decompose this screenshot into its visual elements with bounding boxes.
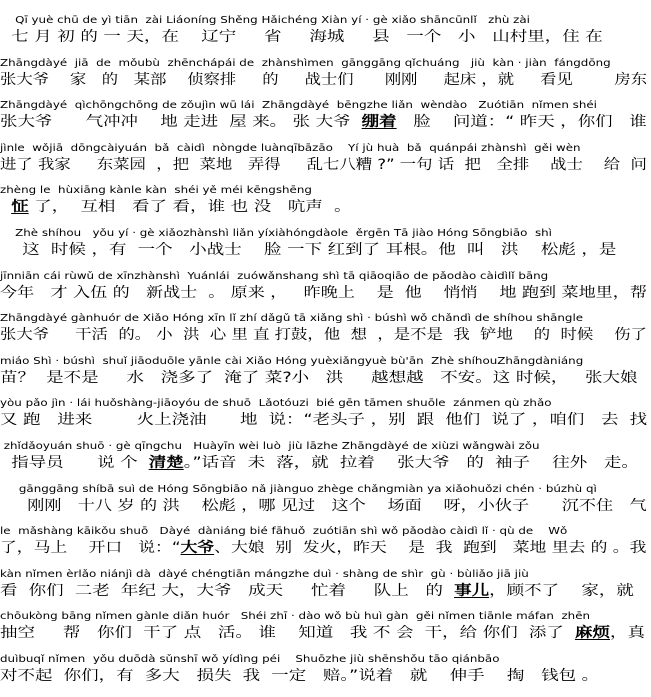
hanzi-line — [0, 582, 634, 600]
pinyin-line: Zhè shíhou yǒu yí · gè xiǎozhànshì liǎn yíxiàhóngdàole ěrgēn Tā jiào Hóng Sōngbiāo shì — [0, 228, 552, 239]
emphasized-word: 麻烦 — [574, 625, 610, 642]
hanzi-segment: 了，马上 开口 说：“ — [0, 540, 181, 557]
emphasized-word: 大爷 — [180, 540, 215, 557]
hanzi-line — [0, 198, 352, 216]
text-line-11 — [0, 441, 651, 484]
pinyin-line: le mǎshàng kāikǒu shuō Dàyé dàniáng bié fāhuǒ zuótiān shì wǒ pǎodào càidì lǐ · qù de Wǒ — [0, 526, 568, 538]
hanzi-segment: 苗？ 是不是 水 浇多了 淹了 菜?小 洪 越想越 不安。这 时候， 张大娘 — [0, 369, 638, 386]
hanzi-line — [0, 241, 616, 259]
pinyin-line: gānggāng shíbā suì de Hóng Sōngbiāo nǎ jiànguo zhège chǎngmiàn ya xiǎohuǒzi chén · búzhù qì — [0, 483, 597, 495]
hanzi-line — [0, 28, 603, 46]
text-line-2 — [0, 58, 651, 101]
hanzi-segment: 张大爷 干活 的。 小 洪 心 里 直 打鼓，他 想 ，是不是 我 铲地 的 时候 伤了 — [0, 327, 647, 344]
text-line-4 — [0, 143, 651, 186]
pinyin-line: duìbuqǐ nǐmen yǒu duōdà sǔnshī wǒ yídìng péi Shuōzhe jiù shēnshǒu tāo qiánbāo — [0, 654, 500, 665]
pinyin-line: zhǐdǎoyuán shuō · gè qīngchu Huàyīn wèi luò jiù lāzhe Zhāngdàyé de xiùzi wǎngwài zǒu — [0, 441, 540, 452]
text-line-5 — [0, 185, 651, 228]
hanzi-line — [0, 326, 647, 344]
hanzi-line — [0, 624, 645, 642]
text-line-6 — [0, 228, 651, 271]
hanzi-segment: 、大娘 别 发火，昨天 是 我 跑到 菜地 里去 的 。我 — [214, 540, 647, 557]
pinyin-line: kàn nǐmen èrlǎo niánjì dà dàyé chéngtiān mángzhe duì · shàng de shìr gù · bùliǎo jiā jiù — [0, 568, 529, 580]
hanzi-line — [0, 411, 647, 429]
hanzi-segment: ，真 — [609, 625, 645, 642]
hanzi-segment: ，顾不了 家，就 — [489, 582, 634, 599]
hanzi-segment: 脸 问道：“ 昨天 ，你们 谁 — [396, 114, 647, 131]
pinyin-line: jīnniān cái rùwǔ de xīnzhànshì Yuánlái zuówǎnshang shì tā qiāoqiāo de pǎodào càidìlǐ bāng — [0, 270, 549, 282]
hanzi-segment: 了， 互相 看了 看，谁 也 没 吭声 。 — [28, 199, 352, 216]
hanzi-segment: 对不起 你们，有 多大 损失 我 一定 赔。”说着 就 伸手 掏 钱包 。 — [0, 668, 600, 684]
hanzi-line — [0, 667, 599, 685]
text-line-7 — [0, 271, 651, 314]
hanzi-line — [0, 113, 647, 131]
text-line-3 — [0, 100, 651, 143]
pinyin-line: Zhāngdàyé gànhuór de Xiǎo Hóng xīn lǐ zhí dǎgǔ tā xiǎng shì · búshì wǒ chǎndì de shíhou shāngle — [0, 313, 584, 325]
text-line-13 — [0, 526, 651, 569]
hanzi-segment: 看 你们 二老 年纪 大，大爷 成天 忙着 队上 的 — [0, 582, 455, 599]
text-line-9 — [0, 356, 651, 399]
pinyin-line: Zhāngdàyé jiā de mǒubù zhēnchápái de zhànshìmen gānggāng qǐchuáng jiù kàn · jiàn fángdōng — [0, 57, 611, 69]
text-line-16 — [0, 654, 651, 697]
hanzi-segment: 指导员 说 个 — [0, 455, 149, 471]
hanzi-segment: 又 跑 进来 火上浇油 地 说：“老头子 ，别 跟 他们 说了 ，咱们 去 找 — [0, 412, 648, 429]
hanzi-line — [0, 539, 646, 557]
hanzi-segment: 抽空 帮 你们 干了 点 活。 谁 知道 我 不 会 干，给 你们 添了 — [0, 625, 575, 642]
pinyin-line: Zhāngdàyé qìchōngchōng de zǒujìn wū lái Zhāngdàyé bēngzhe liǎn wèndào Zuótiān nǐmen shéi — [0, 100, 597, 112]
text-line-14 — [0, 569, 651, 612]
pinyin-line: Qī yuè chū de yì tiān zài Liáoníng Shěng Hǎichéng Xiàn yí · gè xiǎo shāncūnlǐ zhù zài — [0, 15, 530, 26]
hanzi-segment — [0, 199, 11, 215]
hanzi-segment: 刚刚 十八 岁 的 洪 松彪 ，哪 见过 这个 场面 呀，小伙子 沉不住 气 — [0, 497, 647, 514]
pinyin-line: miáo Shì · búshì shuǐ jiāoduōle yānle cài Xiǎo Hóng yuèxiǎngyuè bù'ān Zhè shíhouZhāngdàniáng — [0, 355, 584, 367]
pinyin-line: zhèng le hùxiāng kànle kàn shéi yě méi kēngshēng — [0, 185, 312, 197]
text-line-12 — [0, 484, 651, 527]
hanzi-line — [0, 71, 647, 89]
hanzi-segment: 进了 我家 东菜园 ，把 菜地 弄得 乱七八糟 ?” 一句 话 把 全排 战士 给 问 — [0, 156, 647, 173]
emphasized-word: 事儿 — [454, 582, 490, 599]
hanzi-line — [0, 497, 647, 515]
text-line-1 — [0, 15, 651, 58]
hanzi-segment: 今年 才 入伍 的 新战士 。 原来 ， 昨晚上 是 他 悄悄 地 跑到 菜地里，帮 — [0, 284, 647, 301]
text-line-15 — [0, 611, 651, 654]
hanzi-segment: 张大爷 家 的 某部 侦察排 的 战士们 刚刚 起床 ，就 看见 房东 — [0, 71, 648, 88]
hanzi-line — [0, 369, 638, 387]
text-line-8 — [0, 313, 651, 356]
hanzi-segment: 这 时候 ，有 一个 小战士 脸 一下 红到了 耳根。他 叫 洪 松彪 ，是 — [0, 242, 617, 258]
pinyin-line: jìnle wǒjiā dōngcàiyuán bǎ càidì nòngde luànqībāzāo Yí jù huà bǎ quánpái zhànshì gěi wèn — [0, 142, 581, 154]
hanzi-segment: 。”话音 未 落，就 拉着 张大爷 的 袖子 往外 走。 — [183, 455, 639, 471]
hanzi-line — [0, 454, 639, 472]
emphasized-word: 清楚 — [148, 455, 184, 471]
hanzi-line — [0, 156, 647, 174]
emphasized-word: 怔 — [11, 199, 29, 216]
pinyin-line: yòu pǎo jìn · lái huǒshàng-jiāoyóu de shuō Lǎotóuzi bié gēn tāmen shuōle zánmen qù zhǎo — [0, 398, 552, 410]
emphasized-word: 绷着 — [361, 114, 397, 131]
hanzi-line — [0, 284, 647, 302]
hanzi-segment: 张大爷 气冲冲 地 走进 屋 来。 张 大爷 — [0, 114, 362, 131]
hanzi-segment: 七 月 初 的 一 天，在 辽宁 省 海城 县 一个 小 山村里，住 在 — [0, 29, 603, 45]
text-line-10 — [0, 398, 651, 441]
pinyin-line: chōukòng bāng nǐmen gànle diǎn huór Shéi zhī · dào wǒ bù huì gàn gěi nǐmen tiānle máfan zhēn — [0, 611, 591, 623]
